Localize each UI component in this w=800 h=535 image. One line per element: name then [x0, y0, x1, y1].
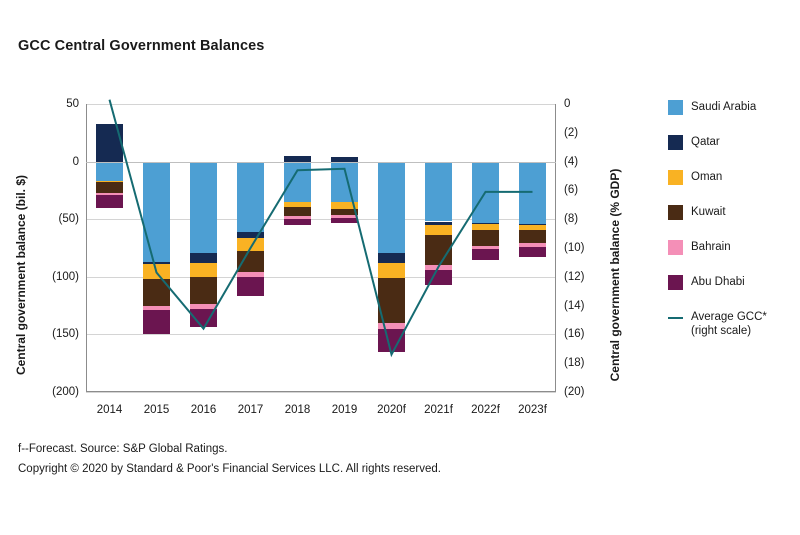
legend-item[interactable] — [668, 100, 793, 115]
x-axis-tick-label: 2014 — [96, 404, 123, 416]
legend-swatch-icon — [668, 135, 683, 150]
y2-axis-tick-label: (18) — [564, 357, 585, 370]
y2-axis-tick-label: (20) — [564, 386, 585, 398]
x-axis-tick-label: 2019 — [331, 404, 358, 416]
y2-axis-tick-label: (16) — [564, 328, 585, 341]
x-axis-tick-label: 2015 — [143, 404, 170, 416]
legend-item[interactable] — [668, 205, 793, 220]
average-gcc-line — [86, 104, 556, 392]
y2-axis-tick-label: (10) — [564, 242, 585, 254]
x-axis-tick-label: 2018 — [284, 404, 311, 416]
y-axis-tick-label: (50) — [58, 213, 79, 226]
footnote-source: f--Forecast. Source: S&P Global Ratings. — [18, 443, 228, 455]
legend-item-label: Qatar — [691, 136, 720, 148]
legend-item[interactable] — [668, 310, 793, 338]
y-axis-tick-label: (150) — [52, 328, 79, 341]
legend-item-label: Bahrain — [691, 241, 731, 253]
legend — [668, 100, 793, 358]
legend-item-label: Average GCC* (right scale) — [691, 311, 767, 337]
gridline — [86, 392, 556, 393]
y2-axis-tick-label: (8) — [564, 213, 579, 226]
page-title: GCC Central Government Balances — [18, 38, 265, 54]
x-axis-tick-label: 2022f — [471, 404, 500, 416]
y-axis-tick-label: (200) — [52, 386, 79, 398]
x-axis-tick-label: 2020f — [377, 404, 406, 416]
y2-axis-tick-label: (12) — [564, 270, 585, 283]
legend-swatch-icon — [668, 170, 683, 185]
x-axis-tick-label: 2023f — [518, 404, 547, 416]
left-axis-title: Central government balance (bil. $) — [14, 174, 28, 376]
footnote-copyright: Copyright © 2020 by Standard & Poor's Financial Services LLC. All rights reserved. — [18, 463, 441, 475]
y2-axis-tick-label: (6) — [564, 184, 579, 197]
legend-item[interactable] — [668, 170, 793, 185]
y2-axis-tick-label: 0 — [564, 98, 571, 110]
x-axis-tick-label: 2016 — [190, 404, 217, 416]
legend-item[interactable] — [668, 240, 793, 255]
legend-item-label: Abu Dhabi — [691, 276, 745, 288]
plot-area — [52, 98, 585, 416]
legend-item-label: Kuwait — [691, 206, 726, 218]
legend-swatch-icon — [668, 205, 683, 220]
y2-axis-tick-label: (4) — [564, 155, 579, 168]
legend-swatch-icon — [668, 100, 683, 115]
legend-item-label: Oman — [691, 171, 723, 183]
x-axis-tick-label: 2021f — [424, 404, 453, 416]
legend-item-sublabel: (right scale) — [691, 325, 752, 337]
y2-axis-tick-label: (2) — [564, 126, 579, 139]
y-axis-tick-label: 0 — [72, 155, 79, 168]
legend-item[interactable] — [668, 275, 793, 290]
legend-swatch-icon — [668, 240, 683, 255]
legend-item[interactable] — [668, 135, 793, 150]
y2-axis-tick-label: (14) — [564, 299, 585, 312]
y-axis-tick-label: 50 — [66, 98, 79, 110]
right-axis-title: Central government balance (% GDP) — [608, 168, 622, 382]
y-axis-tick-label: (100) — [52, 270, 79, 283]
legend-item-label: Saudi Arabia — [691, 101, 757, 113]
legend-line-icon — [668, 310, 683, 325]
x-axis-tick-label: 2017 — [237, 404, 264, 416]
legend-swatch-icon — [668, 275, 683, 290]
